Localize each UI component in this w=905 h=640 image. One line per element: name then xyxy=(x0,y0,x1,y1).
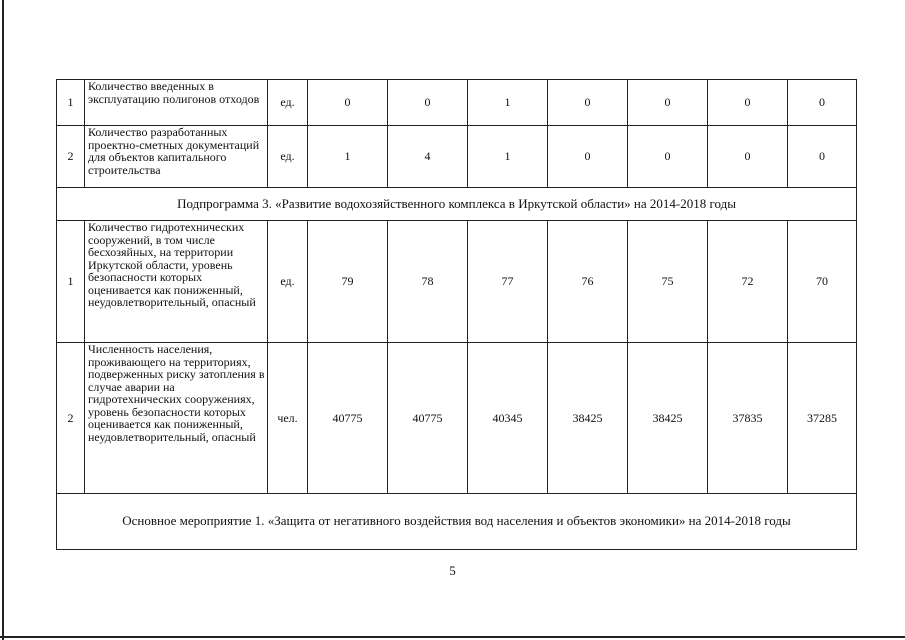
value-cell: 37285 xyxy=(788,343,857,494)
value-cell: 0 xyxy=(708,126,788,188)
table-row xyxy=(57,126,857,188)
indicator-name: Количество введенных в эксплуатацию полигонов отходов xyxy=(85,80,268,126)
row-number: 1 xyxy=(57,80,85,126)
value-cell: 77 xyxy=(468,221,548,343)
main-event-header: Основное мероприятие 1. «Защита от негативного воздействия вод населения и объектов экономики» на 2014-2018 годы xyxy=(57,494,857,550)
value-cell: 38425 xyxy=(548,343,628,494)
value-cell: 4 xyxy=(388,126,468,188)
value-cell: 79 xyxy=(308,221,388,343)
value-cell: 40775 xyxy=(308,343,388,494)
table-row xyxy=(57,221,857,343)
value-cell: 0 xyxy=(788,126,857,188)
value-cell: 0 xyxy=(628,80,708,126)
value-cell: 40775 xyxy=(388,343,468,494)
value-cell: 1 xyxy=(468,126,548,188)
table-row xyxy=(57,343,857,494)
unit-cell: ед. xyxy=(268,221,308,343)
unit-cell: чел. xyxy=(268,343,308,494)
row-number: 1 xyxy=(57,221,85,343)
value-cell: 0 xyxy=(548,80,628,126)
value-cell: 72 xyxy=(708,221,788,343)
value-cell: 0 xyxy=(388,80,468,126)
indicator-name: Численность населения, проживающего на территориях, подверженных риску затопления в случае аварии на гидротехнических сооружениях, уровень безопасности которых оценивается как пониженный, неудовлетворительный, опасный xyxy=(85,343,268,494)
indicator-name: Количество гидротехнических сооружений, в том числе бесхозяйных, на территории Иркутской области, уровень безопасности которых оценивается как пониженный, неудовлетворительный, опасный xyxy=(85,221,268,343)
value-cell: 70 xyxy=(788,221,857,343)
row-number: 2 xyxy=(57,343,85,494)
value-cell: 0 xyxy=(788,80,857,126)
value-cell: 0 xyxy=(308,80,388,126)
scan-edge-bottom xyxy=(0,636,905,638)
value-cell: 0 xyxy=(548,126,628,188)
indicators-table xyxy=(56,79,857,550)
value-cell: 40345 xyxy=(468,343,548,494)
unit-cell: ед. xyxy=(268,80,308,126)
value-cell: 76 xyxy=(548,221,628,343)
table-row xyxy=(57,80,857,126)
section-header-row xyxy=(57,188,857,221)
scan-edge-left xyxy=(2,0,4,640)
value-cell: 78 xyxy=(388,221,468,343)
page-number: 5 xyxy=(449,563,456,578)
value-cell: 75 xyxy=(628,221,708,343)
value-cell: 0 xyxy=(708,80,788,126)
value-cell: 37835 xyxy=(708,343,788,494)
value-cell: 0 xyxy=(628,126,708,188)
row-number: 2 xyxy=(57,126,85,188)
unit-cell: ед. xyxy=(268,126,308,188)
indicator-name: Количество разработанных проектно-сметных документаций для объектов капитального строительства xyxy=(85,126,268,188)
value-cell: 1 xyxy=(308,126,388,188)
section-header-row xyxy=(57,494,857,550)
value-cell: 38425 xyxy=(628,343,708,494)
value-cell: 1 xyxy=(468,80,548,126)
subprogram-header: Подпрограмма 3. «Развитие водохозяйственного комплекса в Иркутской области» на 2014-2018 годы xyxy=(57,188,857,221)
